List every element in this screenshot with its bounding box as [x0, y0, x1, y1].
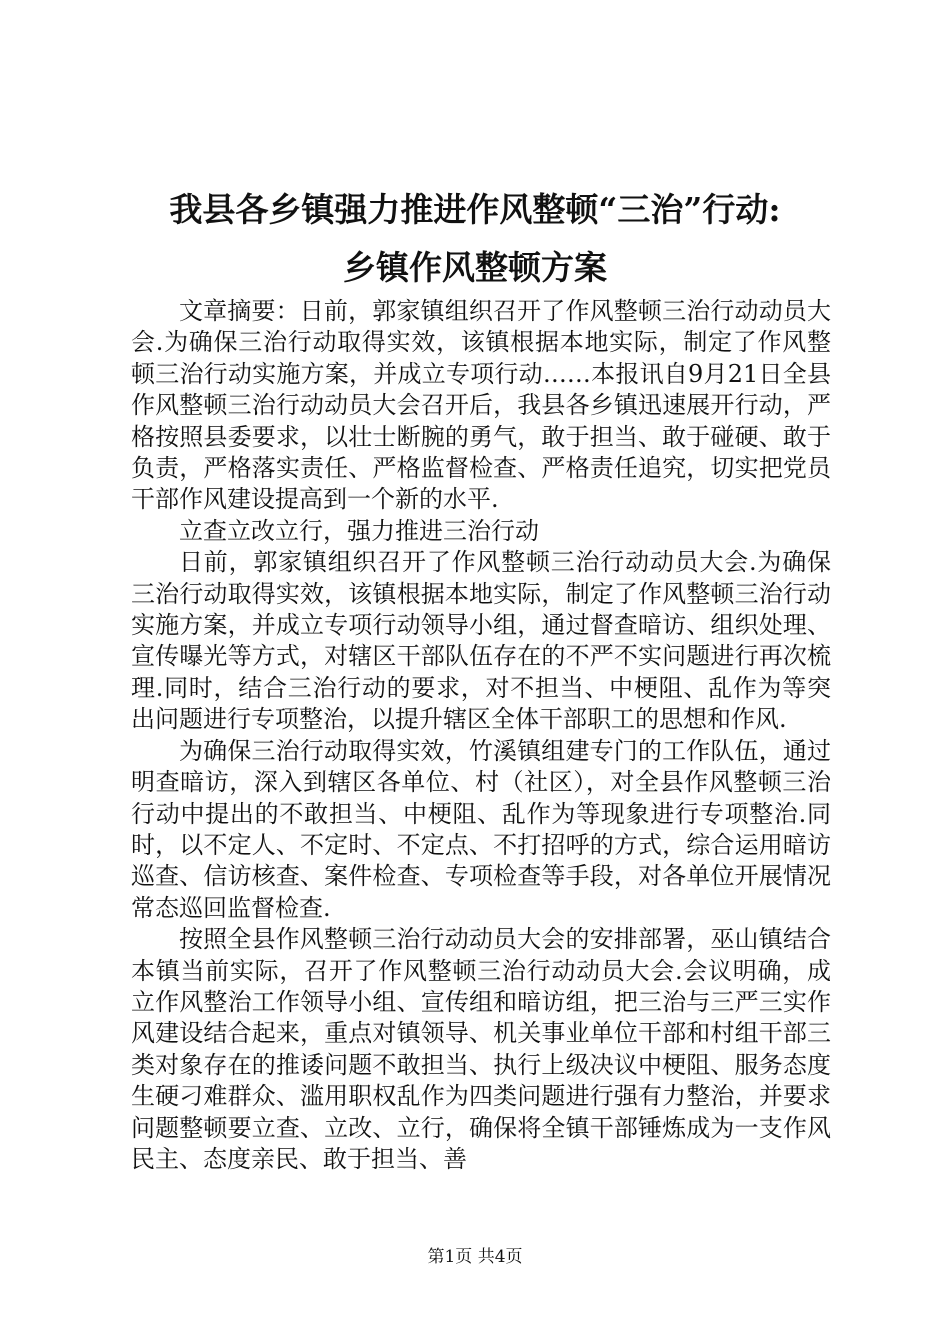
page-indicator: 第1页 共4页 [427, 1247, 523, 1267]
paragraph-guojia-town: 日前，郭家镇组织召开了作风整顿三治行动动员大会.为确保三治行动取得实效，该镇根据本地实际，制定了作风整顿三治行动实施方案，并成立专项行动领导小组，通过督查暗访、组织处理、宣传曝光等方式，对辖区干部队伍存在的不严不实问题进行再次梳理.同时，结合三治行动的要求，对不担当、中梗阻、乱作为等突出问题进行专项整治，以提升辖区全体干部职工的思想和作风. [131, 548, 831, 734]
paragraph-zhuxi-town: 为确保三治行动取得实效，竹溪镇组建专门的工作队伍，通过明查暗访，深入到辖区各单位、村（社区），对全县作风整顿三治行动中提出的不敢担当、中梗阻、乱作为等现象进行专项整治.同时，以不定人、不定时、不定点、不打招呼的方式，综合运用暗访巡查、信访核查、案件检查、专项检查等手段，对各单位开展情况常态巡回监督检查. [131, 736, 831, 922]
document-body [131, 296, 831, 1175]
page-title-line-1: 我县各乡镇强力推进作风整顿“三治”行动: [169, 190, 781, 229]
page-title-line-2: 乡镇作风整顿方案 [343, 248, 607, 287]
paragraph-wushan-town: 按照全县作风整顿三治行动动员大会的安排部署，巫山镇结合本镇当前实际，召开了作风整顿三治行动动员大会.会议明确，成立作风整治工作领导小组、宣传组和暗访组，把三治与三严三实作风建设结合起来，重点对镇领导、机关事业单位干部和村组干部三类对象存在的推诿问题不敢担当、执行上级决议中梗阻、服务态度生硬刁难群众、滥用职权乱作为四类问题进行强有力整治，并要求问题整顿要立查、立改、立行，确保将全镇干部锤炼成为一支作风民主、态度亲民、敢于担当、善 [131, 925, 831, 1173]
paragraph-subheading: 立查立改立行，强力推进三治行动 [179, 516, 539, 545]
paragraph-abstract: 文章摘要：日前，郭家镇组织召开了作风整顿三治行动动员大会.为确保三治行动取得实效，该镇根据本地实际，制定了作风整顿三治行动实施方案，并成立专项行动……本报讯自9月21日全县作风整顿三治行动动员大会召开后，我县各乡镇迅速展开行动，严格按照县委要求，以壮士断腕的勇气，敢于担当、敢于碰硬、敢于负责，严格落实责任、严格监督检查、严格责任追究，切实把党员干部作风建设提高到一个新的水平. [131, 297, 831, 514]
